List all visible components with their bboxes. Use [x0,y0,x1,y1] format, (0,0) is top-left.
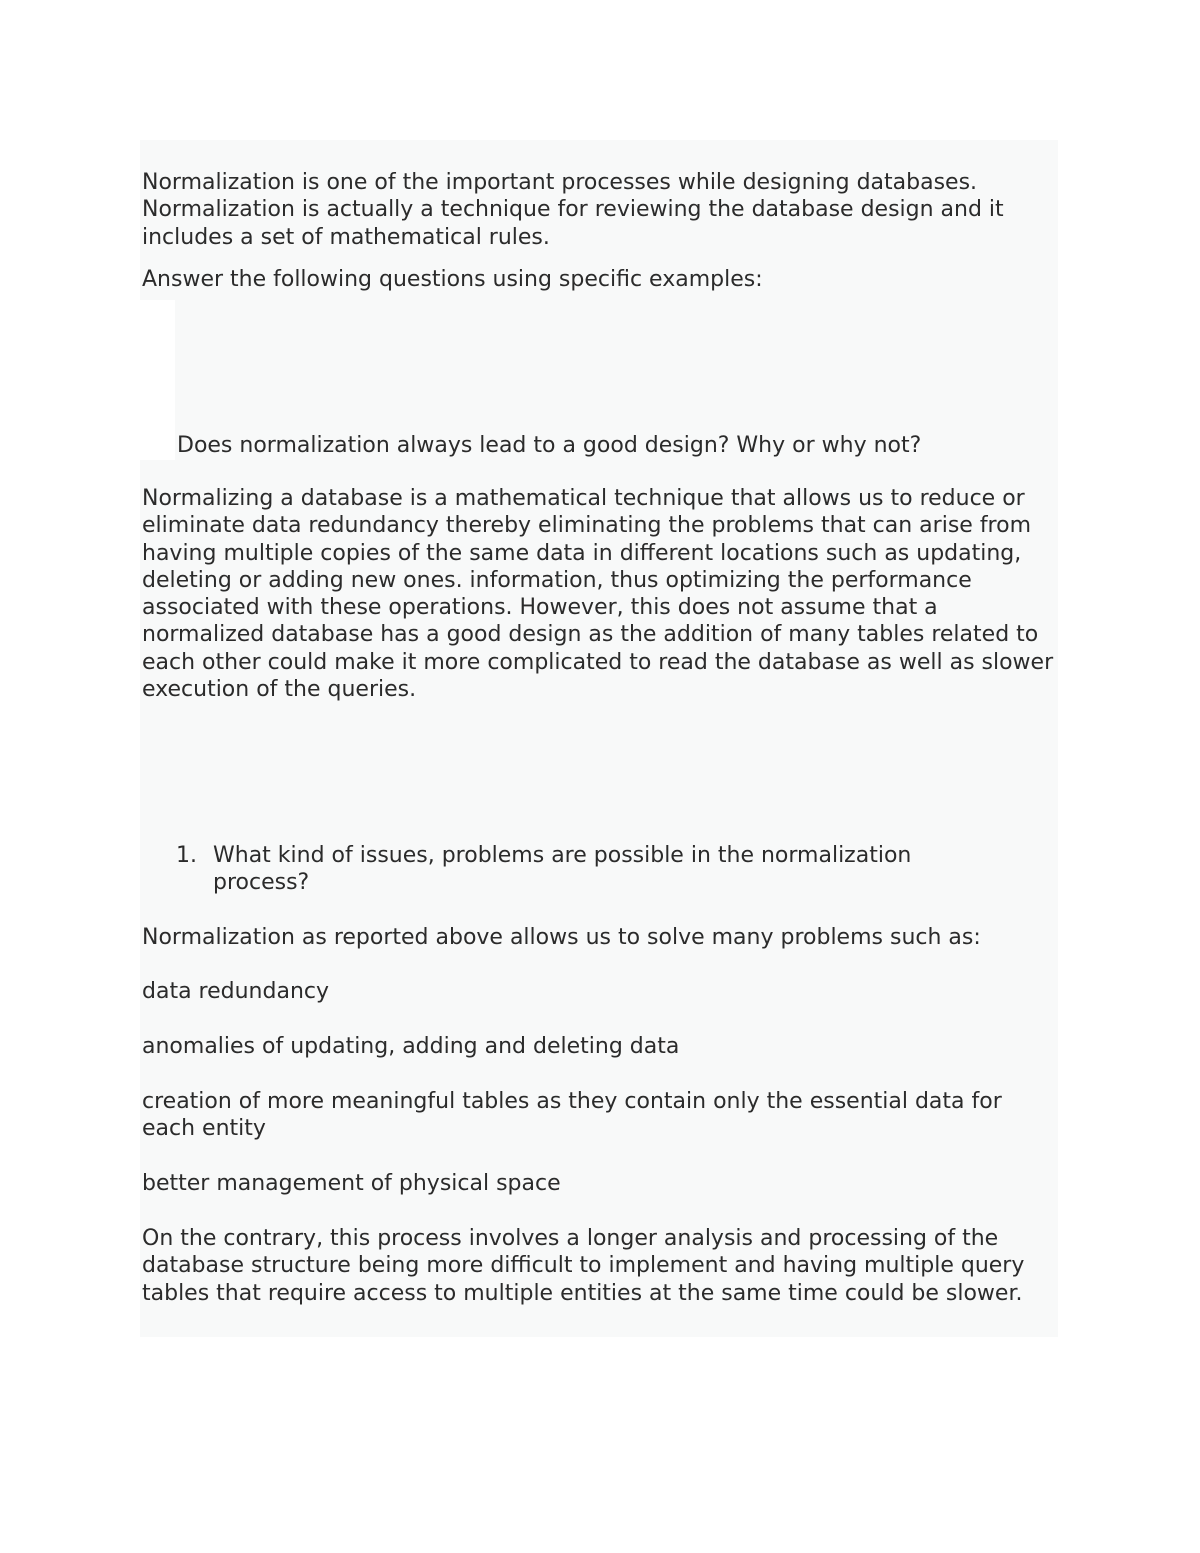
intro-paragraph: Normalization is one of the important processes while designing databases. Normalization is actually a technique for reviewing the database design and it includes a set of mathematical rules. [142,170,1004,250]
benefit-item: better management of physical space [142,1171,561,1196]
answer-1-paragraph: Normalizing a database is a mathematical technique that allows us to reduce or eliminate data redundancy thereby eliminating the problems that can arise from having multiple copies of the same data in different locations such as updating, deleting or adding new ones. information, thus optimizing the performance associated with these operations. However, this does not assume that a normalized database has a good design as the addition of many tables related to each other could make it more complicated to read the database as well as slower execution of the queries. [142,486,1054,703]
benefit-item: anomalies of updating, adding and deleting data [142,1034,680,1059]
list-number: 1. [176,843,197,868]
benefit-item: creation of more meaningful tables as they contain only the essential data for each entity [142,1089,1002,1142]
benefit-item: data redundancy [142,979,329,1004]
conclusion-paragraph: On the contrary, this process involves a longer analysis and processing of the database structure being more difficult to implement and having multiple query tables that require access to multiple entities at the same time could be slower. [142,1226,1025,1306]
question-2: What kind of issues, problems are possible in the normalization process? [213,843,912,896]
instruction-paragraph: Answer the following questions using specific examples: [142,267,763,292]
question-1: Does normalization always lead to a good design? Why or why not? [177,433,922,458]
answer-2-intro: Normalization as reported above allows us to solve many problems such as: [142,925,981,950]
